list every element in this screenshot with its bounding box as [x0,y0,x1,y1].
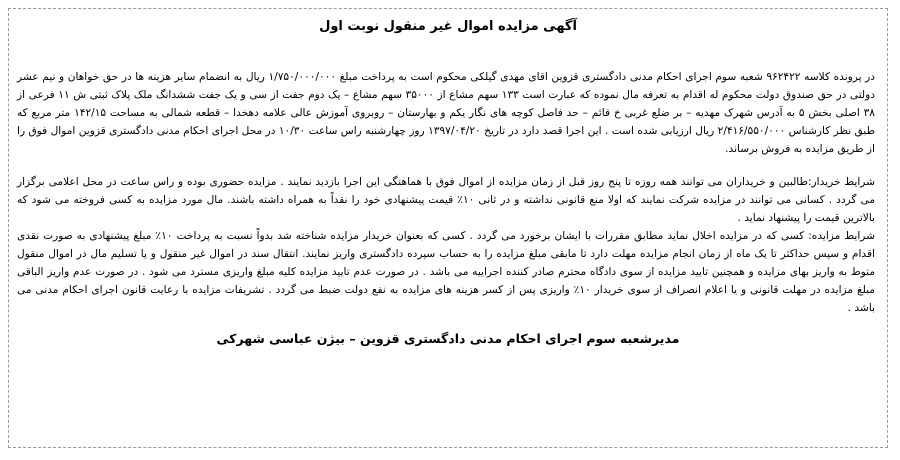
auction-conditions-paragraph: شرایط مزایده: کسی که در مزایده اخلال نماید مطابق مقررات با ایشان برخورد می گردد . کسی که بعنوان خریدار مزایده شناخته شد بدواً نسبت به پرداخت ۱۰٪ مبلغ پیشنهادی به صورت نقدی اقدام و سپس حداکثر تا یک ماه از زمان انجام مزایده مهلت دارد تا مابقی مبلغ مزایده را به حساب سپرده دادگستری واریز نمایند. انتقال سند در اموال غیر منقول و یا تسلیم مال در اموال منقول متوط به واریز بهای مزایده و همچنین تایید مزایده از سوی دادگاه محترم صادر کننده اجراییه می باشد . در صورت عدم تایید مزایده کلیه مبلغ واریزی مسترد می شود . در صورت عدم واریز الباقی مبلغ مزایده در مهلت قانونی و یا اعلام انصراف از سوی خریدار ۱۰٪ واریزی پس از کسر هزینه های مزایده به نفع دولت ضبط می گردد . تشریفات مزایده با رعایت قانون اجرای احکام مدنی می باشد . [17,230,875,314]
buyer-conditions-paragraph: شرایط خریدار:طالبین و خریداران می توانند همه روزه تا پنج روز قبل از زمان مزایده از اموال فوق با هماهنگی این اجرا بازدید نمایند . مزایده حضوری بوده و راس ساعت در محل اعلامی برگزار می گردد . کسانی می توانند در مزایده شرکت نمایند که اولا منع قانونی نداشته و در ثانی ۱۰٪ قیمت پیشنهادی خود را نقداً به همراه داشته باشند. مال مورد مزایده به کسی فروخته می شود که بالاترین قیمت را پیشنهاد نماید . [17,176,875,224]
notice-title: آگهی مزایده اموال غیر منقول نوبت اول [319,19,577,34]
signature-line: مدیرشعبه سوم اجرای احکام مدنی دادگستری قزوین – بیژن عباسی شهرکی [216,331,680,346]
auction-notice [8,8,888,448]
case-details-paragraph: در پرونده کلاسه ۹۶۲۴۲۲ شعبه سوم اجرای احکام مدنی دادگستری قزوین اقای مهدی گیلکی محکوم است به پرداخت مبلغ ۱/۷۵۰/۰۰۰/۰۰۰ ریال به انضمام سایر هزینه ها در حق خواهان و نیم عشر دولتی در حق صندوق دولت محکوم له اقدام به تعرفه مال نموده که عبارت است ۱۳۳ سهم مشاع از ۳۵۰۰۰ سهم مشاع – یک دوم جفت از سی و یک جفت ششدانگ ملک پلاک ثبتی ش ۱۱ فرعی از ۳۸ اصلی بخش ۵ به آدرس شهرک مهدیه – بر ضلع غربی خ قائم – حد فاصل کوچه های نگار یکم و بهارستان – روبروی آموزش عالی علامه دهخدا – قطعه شمالی به مساحت ۱۴۲/۱۵ متر مربع که طبق نظر کارشناس ۲/۴۱۶/۵۵۰/۰۰۰ ریال ارزیابی شده است . این اجرا قصد دارد در تاریخ ۱۳۹۷/۰۴/۲۰ روز چهارشنبه راس ساعت ۱۰/۳۰ در محل اجرای احکام مدنی دادگستری قزوین اموال فوق را از طریق مزایده به فروش برساند. [17,71,876,155]
paragraph-spacer [17,158,879,173]
